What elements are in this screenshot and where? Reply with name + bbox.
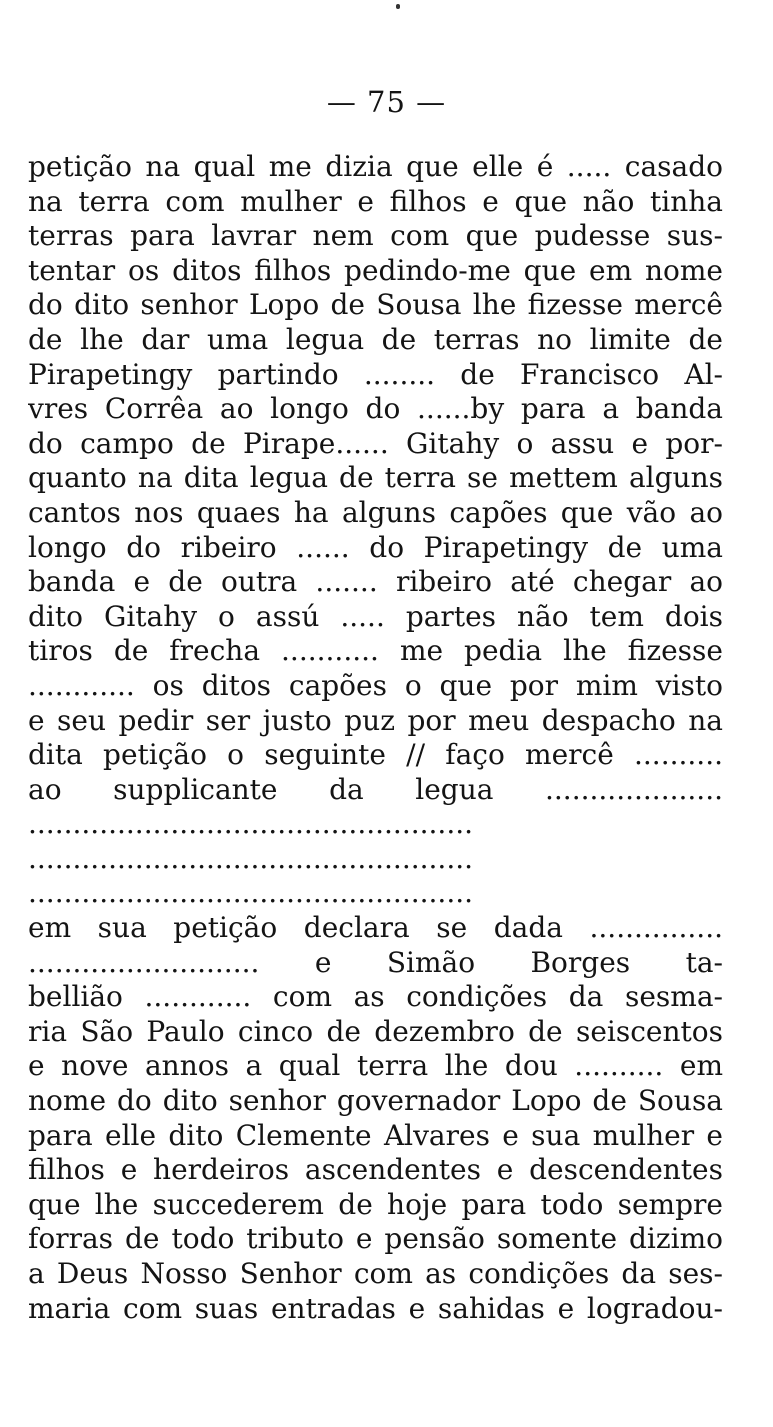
text-line: ao supplicante da legua .................... [28,772,723,806]
text-line: tiros de frecha ........... me pedia lhe fizesse [28,634,723,668]
text-line: Pirapetingy partindo ........ de Francisco Al- [28,357,723,391]
text-line: quanto na dita legua de terra se mettem alguns [28,461,723,495]
text-line: cantos nos quaes ha alguns capões que vão ao [28,495,723,529]
text-line: terras para lavrar nem com que pudesse sus- [28,219,723,253]
text-line: em sua petição declara se dada ............... [28,911,723,945]
text-line: banda e de outra ....... ribeiro até chegar ao [28,565,723,599]
text-line: e seu pedir ser justo puz por meu despacho na [28,703,723,737]
text-line: e nove annos a qual terra lhe dou .......... em [28,1049,723,1083]
text-line: ............ os ditos capões o que por mim visto [28,668,723,702]
dotted-line: .................................................. [28,841,474,875]
text-line: que lhe succederem de hoje para todo sempre [28,1187,723,1221]
dotted-line: .................................................. [28,876,474,910]
text-line: na terra com mulher e filhos e que não tinha [28,184,723,218]
text-line: forras de todo tributo e pensão somente dizimo [28,1222,723,1256]
text-line: nome do dito senhor governador Lopo de Sousa [28,1084,723,1118]
text-line: filhos e herdeiros ascendentes e descendentes [28,1153,723,1187]
text-line: tentar os ditos filhos pedindo-me que em nome [28,253,723,287]
text-line: dito Gitahy o assú ..... partes não tem dois [28,599,723,633]
text-line: .......................... e Simão Borges ta- [28,945,723,979]
text-line: longo do ribeiro ...... do Pirapetingy de uma [28,530,723,564]
text-line: maria com suas entradas e sahidas e logradou- [28,1291,723,1325]
text-line: vres Corrêa ao longo do ......by para a banda [28,392,723,426]
text-line: para elle dito Clemente Alvares e sua mulher e [28,1118,723,1152]
text-line: do dito senhor Lopo de Sousa lhe fizesse mercê [28,288,723,322]
text-line: ria São Paulo cinco de dezembro de seiscentos [28,1014,723,1048]
ink-speck [396,4,400,9]
dotted-line: .................................................. [28,807,474,841]
text-line: dita petição o seguinte // faço mercê .......... [28,738,723,772]
text-line: de lhe dar uma legua de terras no limite de [28,322,723,356]
page-number: — 75 — [326,85,447,119]
body-text [28,150,723,1326]
text-line: a Deus Nosso Senhor com as condições da ses- [28,1257,723,1290]
text-line: bellião ............ com as condições da sesma- [28,980,723,1014]
text-line: petição na qual me dizia que elle é ..... casado [28,150,723,183]
text-line: do campo de Pirape...... Gitahy o assu e por- [28,426,723,460]
